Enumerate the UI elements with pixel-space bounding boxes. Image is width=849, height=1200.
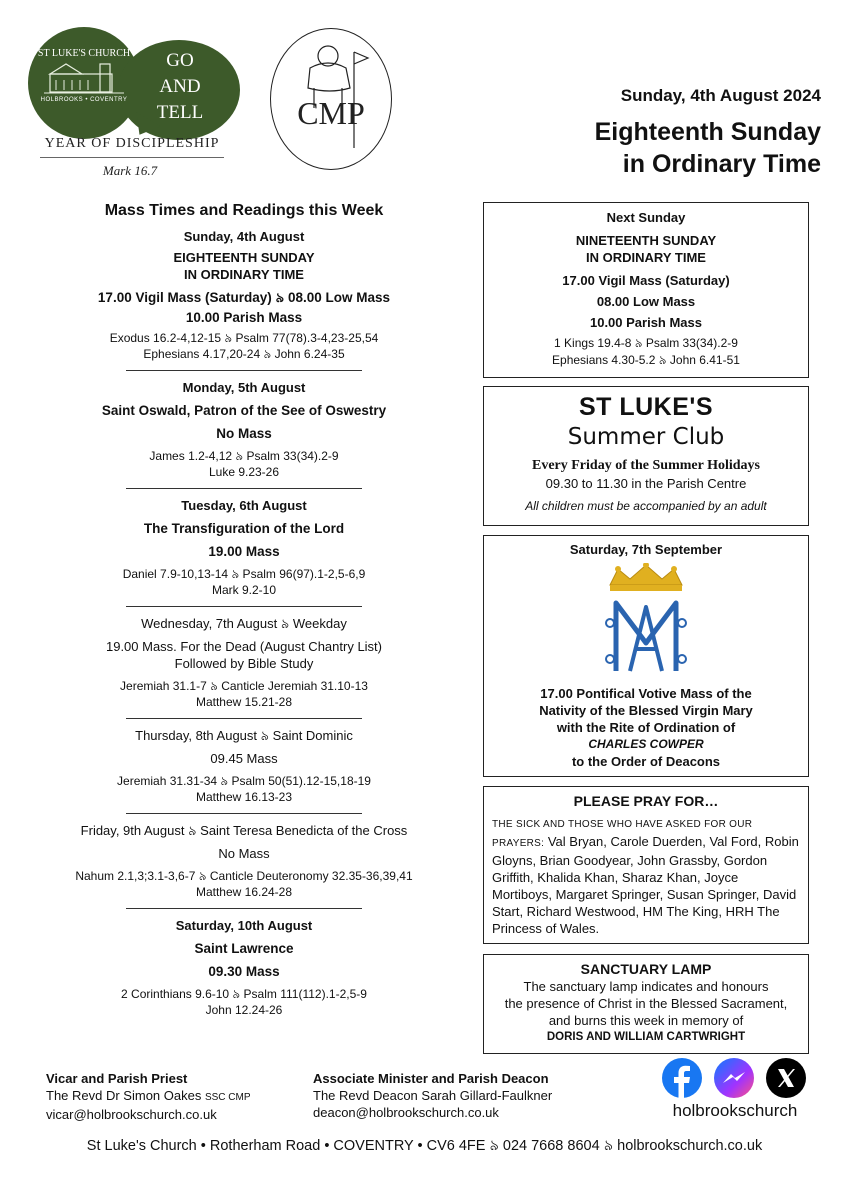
divider: [126, 813, 362, 814]
slogan-line-1: GO: [166, 50, 194, 71]
header-date: Sunday, 4th August 2024: [620, 86, 821, 105]
page-title: [595, 116, 821, 180]
scripture-reference: Mark 16.7: [102, 163, 158, 178]
summer-club-title: ST LUKE'S: [578, 393, 714, 421]
readings: Daniel 7.9-10,13-14 ৯ Psalm 96(97).1-2,5-6,9: [122, 567, 366, 581]
logo-church-area: HOLBROOKS • COVENTRY: [40, 97, 128, 103]
readings: Ephesians 4.30-5.2 ৯ John 6.41-51: [552, 353, 740, 367]
mass-time: 10.00 Parish Mass: [589, 315, 703, 330]
readings: 1 Kings 19.4-8 ৯ Psalm 33(34).2-9: [554, 336, 738, 350]
deacon-contact: [313, 1070, 633, 1121]
prayer-list-names: Val Bryan, Carole Duerden, Val Ford, Robin Gloyns, Brian Goodyear, John Grassby, Gordon Griffith, Khalida Khan, Sharaz Khan, Joyce Mortiboys, Margaret Springer, Susan Springer, David Start, Richard Westwood, HM The King, HRH The Princess of Wales.: [492, 834, 799, 936]
mass-time: 19.00 Mass: [208, 544, 280, 559]
day-title: Sunday, 4th August: [183, 229, 305, 244]
ordination-line: to the Order of Deacons: [571, 754, 721, 769]
sanctuary-lamp-line: the presence of Christ in the Blessed Sacrament,: [504, 996, 788, 1011]
readings: Jeremiah 31.31-34 ৯ Psalm 50(51).12-15,18-19: [117, 774, 371, 788]
next-sunday-title: IN ORDINARY TIME: [586, 250, 706, 265]
day-saturday: [44, 917, 444, 1018]
logo-church-name: ST LUKE'S CHURCH: [37, 48, 131, 59]
deacon-role: Associate Minister and Parish Deacon: [313, 1071, 549, 1086]
vicar-post: SSC CMP: [204, 1092, 251, 1103]
ordination-date: Saturday, 7th September: [569, 542, 723, 557]
day-friday: [44, 822, 444, 900]
vicar-email[interactable]: vicar@holbrookschurch.co.uk: [46, 1107, 217, 1122]
summer-club-note: All children must be accompanied by an adult: [525, 499, 767, 513]
cmp-lamb-logo: [270, 28, 392, 170]
year-of-discipleship: YEAR OF DISCIPLESHIP: [44, 136, 220, 151]
day-title: Wednesday, 7th August ৯ Weekday: [141, 616, 347, 631]
feast-line: Saint Oswald, Patron of the See of Oswestry: [101, 403, 387, 418]
day-title: Saturday, 10th August: [175, 918, 313, 933]
vicar-name: The Revd Dr Simon Oakes: [46, 1088, 202, 1103]
mass-time: 19.00 Mass. For the Dead (August Chantry List): [105, 639, 382, 654]
deacon-name: The Revd Deacon Sarah Gillard-Faulkner: [313, 1088, 553, 1103]
messenger-icon[interactable]: [714, 1058, 754, 1098]
ordination-box: [483, 535, 809, 777]
vicar-role: Vicar and Parish Priest: [46, 1071, 188, 1086]
divider: [40, 157, 224, 158]
prayer-list-title: PLEASE PRAY FOR…: [573, 793, 719, 809]
prayer-list-text: [492, 814, 800, 937]
vicar-name-line: [46, 1087, 296, 1106]
ordinand-name: CHARLES COWPER: [588, 737, 704, 751]
go-and-tell-logo-text: [140, 48, 220, 126]
ordination-line: Nativity of the Blessed Virgin Mary: [539, 703, 753, 718]
feast-line: IN ORDINARY TIME: [184, 267, 304, 282]
page-title-line-1: Eighteenth Sunday: [594, 118, 821, 146]
readings: Exodus 16.2-4,12-15 ৯ Psalm 77(78).3-4,23-25,54: [109, 331, 379, 345]
week-heading: Mass Times and Readings this Week: [104, 202, 384, 219]
day-title: Tuesday, 6th August: [181, 498, 307, 513]
summer-club-subtitle: Summer Club: [567, 424, 725, 450]
readings: Matthew 16.13-23: [195, 790, 293, 804]
week-schedule: [44, 202, 444, 1018]
feast-line: Saint Lawrence: [194, 941, 294, 956]
prayer-list-box: [483, 786, 809, 944]
divider: [126, 908, 362, 909]
deacon-email[interactable]: deacon@holbrookschurch.co.uk: [313, 1105, 499, 1120]
prayer-list-intro: THE SICK AND THOSE WHO HAVE ASKED FOR OUR PRAYERS:: [492, 819, 753, 849]
mass-time: 09.30 Mass: [208, 964, 280, 979]
day-title: Thursday, 8th August ৯ Saint Dominic: [135, 728, 353, 743]
feast-line: The Transfiguration of the Lord: [143, 521, 345, 536]
sanctuary-lamp-title: SANCTUARY LAMP: [580, 961, 712, 977]
readings: Nahum 2.1,3;3.1-3,6-7 ৯ Canticle Deuteronomy 32.35-36,39,41: [75, 869, 413, 883]
readings: Matthew 16.24-28: [195, 885, 293, 899]
slogan-line-3: TELL: [156, 102, 204, 123]
sanctuary-lamp-box: [483, 954, 809, 1054]
mass-time: 17.00 Vigil Mass (Saturday) ৯ 08.00 Low Mass: [97, 290, 391, 305]
ordination-line: 17.00 Pontifical Votive Mass of the: [540, 686, 752, 701]
footer-address: St Luke's Church • Rotherham Road • COVENTRY • CV6 4FE ৯ 024 7668 8604 ৯ holbrookschurch.co.uk: [86, 1138, 763, 1154]
readings: 2 Corinthians 9.6-10 ৯ Psalm 111(112).1-2,5-9: [121, 987, 367, 1001]
next-sunday-label: Next Sunday: [606, 210, 686, 225]
divider: [126, 718, 362, 719]
facebook-icon[interactable]: [662, 1058, 702, 1098]
mass-time: No Mass: [218, 846, 270, 861]
feast-line: EIGHTEENTH SUNDAY: [173, 250, 315, 265]
mass-time: 17.00 Vigil Mass (Saturday): [562, 273, 730, 288]
readings: Ephesians 4.17,20-24 ৯ John 6.24-35: [143, 347, 345, 361]
day-tuesday: [44, 497, 444, 598]
sanctuary-lamp-line: The sanctuary lamp indicates and honours: [523, 979, 769, 994]
page-title-line-2: in Ordinary Time: [622, 150, 821, 178]
readings: Matthew 15.21-28: [195, 695, 293, 709]
summer-club-box: [483, 386, 809, 526]
day-monday: [44, 379, 444, 480]
day-wednesday: [44, 615, 444, 710]
readings: John 12.24-26: [205, 1003, 283, 1017]
social-icons: [662, 1058, 812, 1098]
divider: [126, 606, 362, 607]
mass-time: 10.00 Parish Mass: [185, 310, 303, 325]
mass-time: No Mass: [216, 426, 272, 441]
next-sunday-title: NINETEENTH SUNDAY: [575, 233, 717, 248]
marian-monogram-icon: [596, 563, 696, 681]
day-sunday: [44, 228, 444, 362]
mass-time: 08.00 Low Mass: [596, 294, 696, 309]
svg-text:CMP: CMP: [297, 95, 365, 131]
social-handle[interactable]: holbrookschurch: [672, 1101, 798, 1120]
x-icon[interactable]: [766, 1058, 806, 1098]
summer-club-when: Every Friday of the Summer Holidays: [531, 458, 760, 473]
slogan-line-2: AND: [159, 76, 201, 97]
next-sunday-box: [483, 202, 809, 378]
sanctuary-lamp-line: and burns this week in memory of: [548, 1013, 744, 1028]
divider: [126, 370, 362, 371]
day-thursday: [44, 727, 444, 805]
sanctuary-lamp-memory: DORIS AND WILLIAM CARTWRIGHT: [546, 1031, 746, 1043]
vicar-contact: [46, 1070, 296, 1123]
day-title: Monday, 5th August: [182, 380, 306, 395]
day-title: Friday, 9th August ৯ Saint Teresa Benedicta of the Cross: [80, 823, 408, 838]
ordination-line: with the Rite of Ordination of: [556, 720, 736, 735]
readings: Luke 9.23-26: [208, 465, 280, 479]
readings: Mark 9.2-10: [211, 583, 277, 597]
church-building-icon: [44, 60, 124, 96]
divider: [126, 488, 362, 489]
summer-club-time: 09.30 to 11.30 in the Parish Centre: [545, 476, 747, 491]
readings: Jeremiah 31.1-7 ৯ Canticle Jeremiah 31.10-13: [120, 679, 368, 693]
mass-time: Followed by Bible Study: [174, 656, 314, 671]
mass-time: 09.45 Mass: [210, 751, 278, 766]
readings: James 1.2-4,12 ৯ Psalm 33(34).2-9: [149, 449, 339, 463]
